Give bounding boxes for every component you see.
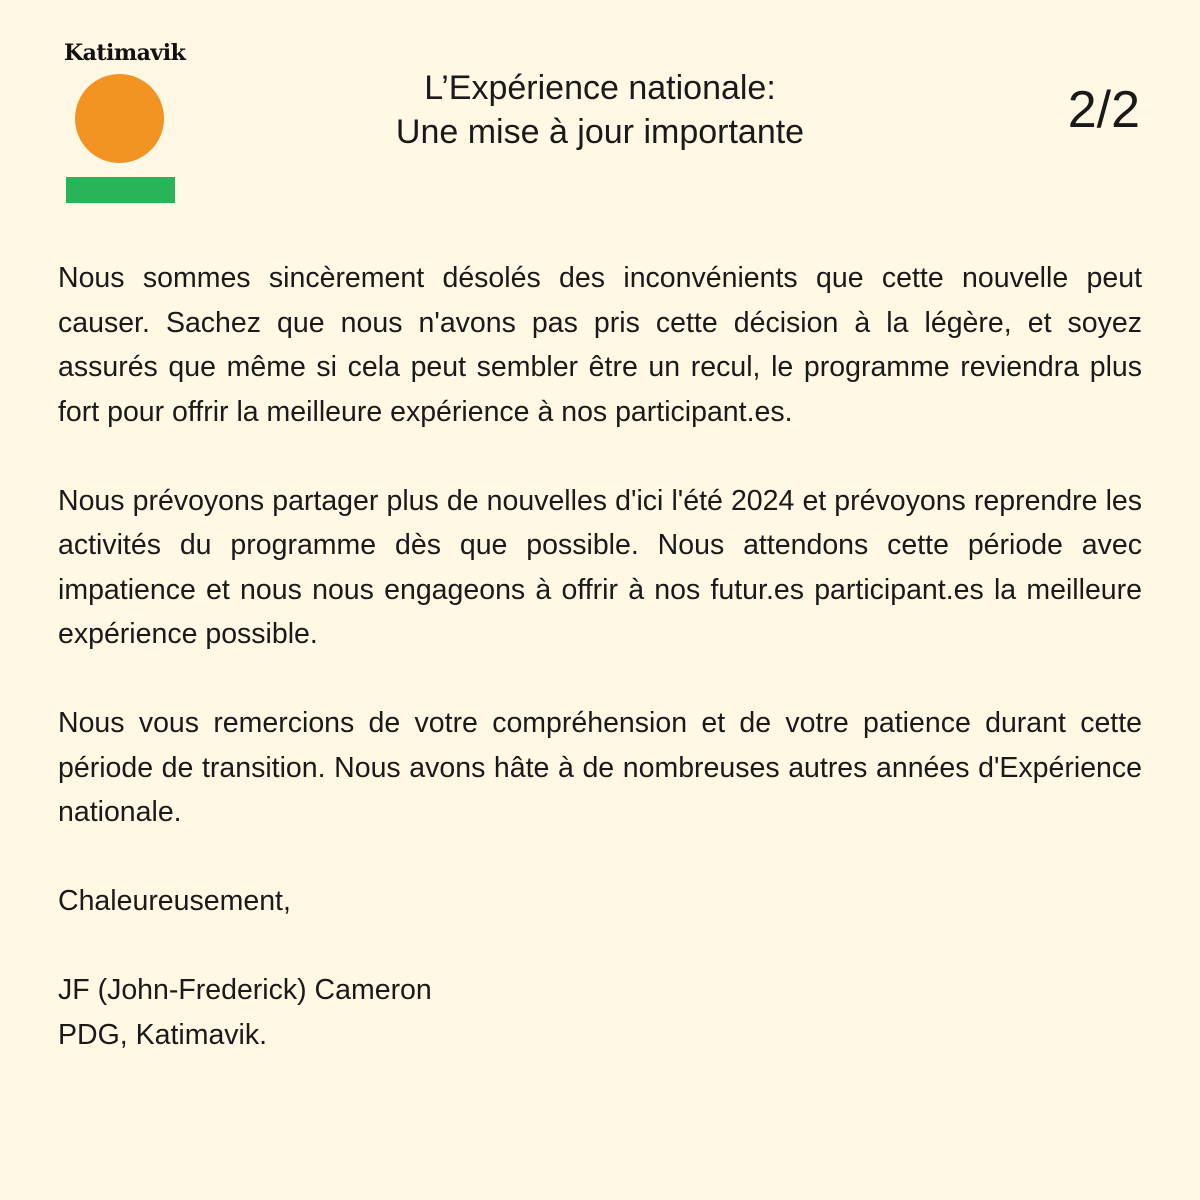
closing-salutation: Chaleureusement, [58, 885, 291, 917]
title-line-1: L’Expérience nationale: [424, 69, 776, 107]
signature-name: JF (John-Frederick) Cameron [58, 974, 432, 1006]
paragraph-thanks: Nous vous remercions de votre compréhension et de votre patience durant cette période de transition. Nous avons hâte à de nombreuses autres années d'Expérience nationale. [58, 707, 1142, 828]
title-line-2: Une mise à jour importante [395, 113, 805, 151]
logo-sun-circle [75, 74, 164, 163]
paragraph-plans: Nous prévoyons partager plus de nouvelles d'ici l'été 2024 et prévoyons reprendre les activités du programme dès que possible. Nous attendons cette période avec impatience et nous nous engageons à offrir à nos futur.es participant.es la meilleure expérience possible. [58, 484, 1142, 650]
page-title [300, 66, 900, 154]
logo-green-bar [66, 177, 175, 203]
letter-body [58, 256, 1142, 1057]
signature-title: PDG, Katimavik. [58, 1018, 268, 1051]
paragraph-apology: Nous sommes sincèrement désolés des inconvénients que cette nouvelle peut causer. Sachez que nous n'avons pas pris cette décision à la légère, et soyez assurés que même si cela peut sembler être un recul, le programme reviendra plus fort pour offrir la meilleure expérience à nos participant.es. [58, 262, 1142, 428]
logo-wordmark: Katimavik [64, 40, 186, 66]
page-indicator: 2/2 [1067, 81, 1140, 139]
